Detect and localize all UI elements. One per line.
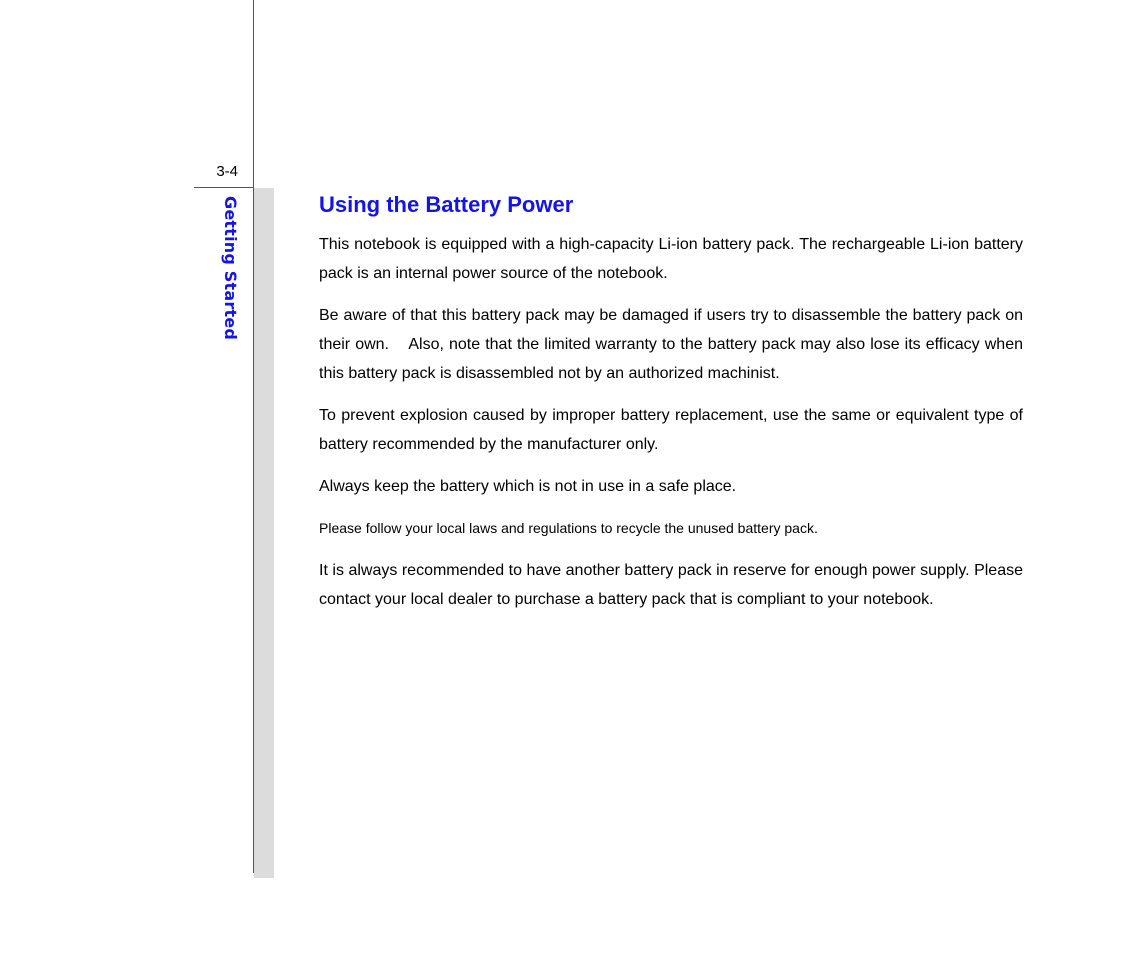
page-number: 3-4 — [216, 163, 238, 180]
paragraph-recycle: Please follow your local laws and regulations to recycle the unused battery pack. — [319, 520, 818, 536]
chapter-label: Getting Started — [221, 196, 240, 340]
margin-gray-band — [254, 188, 274, 878]
paragraph-spare-battery: It is always recommended to have another battery pack in reserve for enough power supply. Please contact your local dealer to purchase a battery pack that is compliant to your notebook. — [319, 562, 1023, 608]
page-number-rule — [194, 187, 254, 188]
section-title: Using the Battery Power — [319, 192, 574, 217]
paragraph-intro: This notebook is equipped with a high-capacity Li-ion battery pack. The rechargeable Li-ion battery pack is an internal power source of the notebook. — [319, 236, 1023, 282]
paragraph-disassembly-warning: Be aware of that this battery pack may be damaged if users try to disassemble the battery pack on their own. Also, note that the limited warranty to the battery pack may also lose its efficacy when this battery pack is disassembled not by an authorized machinist. — [319, 307, 1023, 382]
paragraph-storage: Always keep the battery which is not in use in a safe place. — [319, 478, 737, 495]
paragraph-replacement-warning: To prevent explosion caused by improper battery replacement, use the same or equivalent type of battery recommended by the manufacturer only. — [319, 407, 1023, 453]
main-content — [319, 191, 1023, 627]
